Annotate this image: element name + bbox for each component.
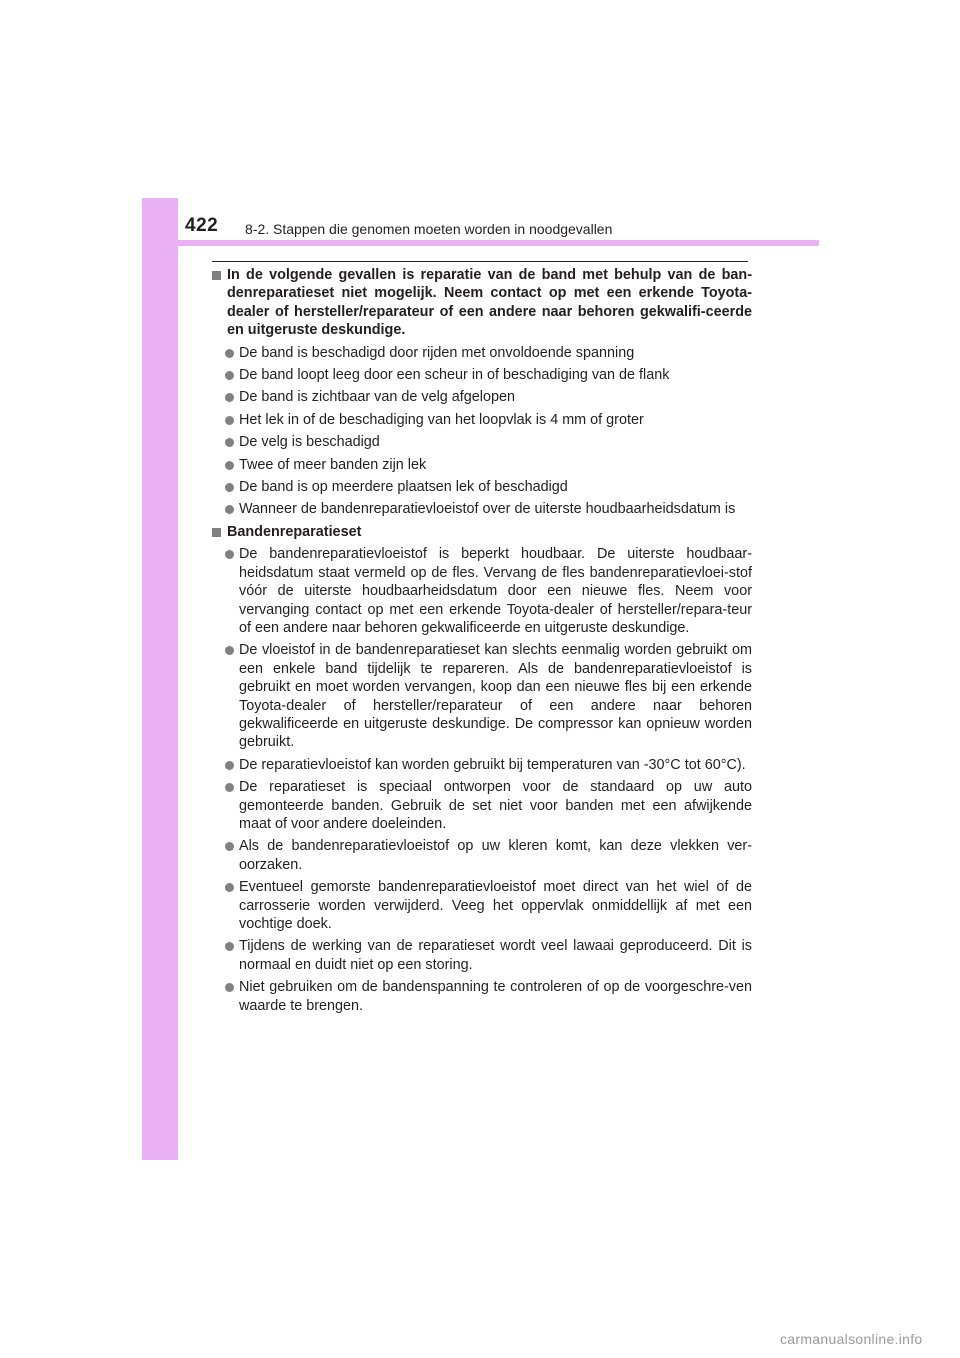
section-repair-not-possible: [212, 266, 752, 519]
divider-rule: [212, 261, 748, 262]
list-item: [212, 366, 752, 384]
page-content: [212, 266, 752, 1019]
list-item: [212, 978, 752, 1015]
round-bullet-icon: [225, 646, 234, 655]
list-item: [212, 756, 752, 774]
chapter-tab-sidebar: [142, 198, 178, 1160]
list-item: [212, 500, 752, 518]
section-heading-text: Bandenreparatieset: [227, 523, 362, 540]
list-item: [212, 878, 752, 933]
list-item-text: Tijdens de werking van de reparatieset wordt veel lawaai geproduceerd. Dit is normaal en duidt niet op een storing.: [239, 938, 752, 973]
list-item-text: De reparatieset is speciaal ontworpen voor de standaard op uw auto gemonteerde banden. Gebruik de set niet voor banden met een afwijkende maat of voor andere doeleinden.: [239, 779, 752, 832]
round-bullet-icon: [225, 550, 234, 559]
section-repair-kit: [212, 523, 752, 1015]
round-bullet-icon: [225, 783, 234, 792]
list-item-text: De band is beschadigd door rijden met onvoldoende spanning: [239, 344, 635, 361]
list-item-text: Twee of meer banden zijn lek: [239, 456, 427, 473]
round-bullet-icon: [225, 842, 234, 851]
list-item: [212, 388, 752, 406]
header-band: [142, 240, 819, 246]
square-bullet-icon: [212, 271, 221, 280]
round-bullet-icon: [225, 393, 234, 402]
list-item: [212, 478, 752, 496]
section-heading: [212, 266, 752, 340]
round-bullet-icon: [225, 483, 234, 492]
list-item: [212, 456, 752, 474]
section-heading-text: In de volgende gevallen is reparatie van de band met behulp van de ban-denreparatieset niet mogelijk. Neem contact op met een erkende Toyota-dealer of hersteller/reparateur of een andere naar behoren gekwalifi-ceerde en uitgeruste deskundige.: [227, 267, 752, 339]
list-item: [212, 778, 752, 833]
list-item-text: De velg is beschadigd: [239, 434, 380, 451]
bullet-list: [212, 545, 752, 1015]
list-item-text: De band is zichtbaar van de velg afgelopen: [239, 389, 516, 406]
round-bullet-icon: [225, 349, 234, 358]
list-item-text: Niet gebruiken om de bandenspanning te controleren of op de voorgeschre-ven waarde te brengen.: [239, 979, 752, 1014]
list-item: [212, 641, 752, 751]
bullet-list: [212, 344, 752, 519]
page-number: 422: [185, 215, 219, 236]
round-bullet-icon: [225, 438, 234, 447]
list-item: [212, 433, 752, 451]
section-heading: [212, 523, 752, 541]
list-item: [212, 344, 752, 362]
chapter-title: 8-2. Stappen die genomen moeten worden in noodgevallen: [245, 221, 613, 237]
list-item-text: Als de bandenreparatievloeistof op uw kleren komt, kan deze vlekken ver-oorzaken.: [239, 838, 752, 873]
list-item-text: De reparatievloeistof kan worden gebruikt bij temperaturen van -30°C tot 60°C).: [239, 756, 746, 773]
list-item-text: De band is op meerdere plaatsen lek of beschadigd: [239, 479, 568, 496]
round-bullet-icon: [225, 942, 234, 951]
list-item-text: De bandenreparatievloeistof is beperkt houdbaar. De uiterste houdbaar-heidsdatum staat vermeld op de fles. Vervang de fles bandenreparatievloei-stof vóór de uiterste houdbaarheidsdatum door een nieuwe fles. Neem voor vervanging contact op met een erkende Toyota-dealer of hersteller/repara-teur of een andere naar behoren gekwalificeerde en uitgeruste deskundige.: [239, 546, 752, 636]
round-bullet-icon: [225, 883, 234, 892]
list-item: [212, 937, 752, 974]
round-bullet-icon: [225, 461, 234, 470]
watermark-text[interactable]: carmanualsonline.info: [780, 1331, 923, 1347]
round-bullet-icon: [225, 761, 234, 770]
list-item-text: Eventueel gemorste bandenreparatievloeistof moet direct van het wiel of de carrosserie worden verwijderd. Veeg het oppervlak onmiddellijk af met een vochtige doek.: [239, 879, 752, 932]
list-item-text: Wanneer de bandenreparatievloeistof over de uiterste houdbaarheidsdatum is: [239, 501, 736, 518]
round-bullet-icon: [225, 371, 234, 380]
list-item: [212, 545, 752, 637]
list-item-text: De band loopt leeg door een scheur in of beschadiging van de flank: [239, 367, 670, 384]
round-bullet-icon: [225, 416, 234, 425]
list-item: [212, 411, 752, 429]
list-item-text: De vloeistof in de bandenreparatieset kan slechts eenmalig worden gebruikt om een enkele band tijdelijk te repareren. Als de bandenreparatievloeistof is gebruikt en moet worden vervangen, koop dan een nieuwe fles bij een erkende Toyota-dealer of hersteller/reparateur of een andere naar behoren gekwalificeerde en uitgeruste deskundige. De compressor kan opnieuw worden gebruikt.: [239, 642, 752, 751]
list-item-text: Het lek in of de beschadiging van het loopvlak is 4 mm of groter: [239, 411, 644, 428]
list-item: [212, 837, 752, 874]
round-bullet-icon: [225, 505, 234, 514]
round-bullet-icon: [225, 983, 234, 992]
square-bullet-icon: [212, 528, 221, 537]
